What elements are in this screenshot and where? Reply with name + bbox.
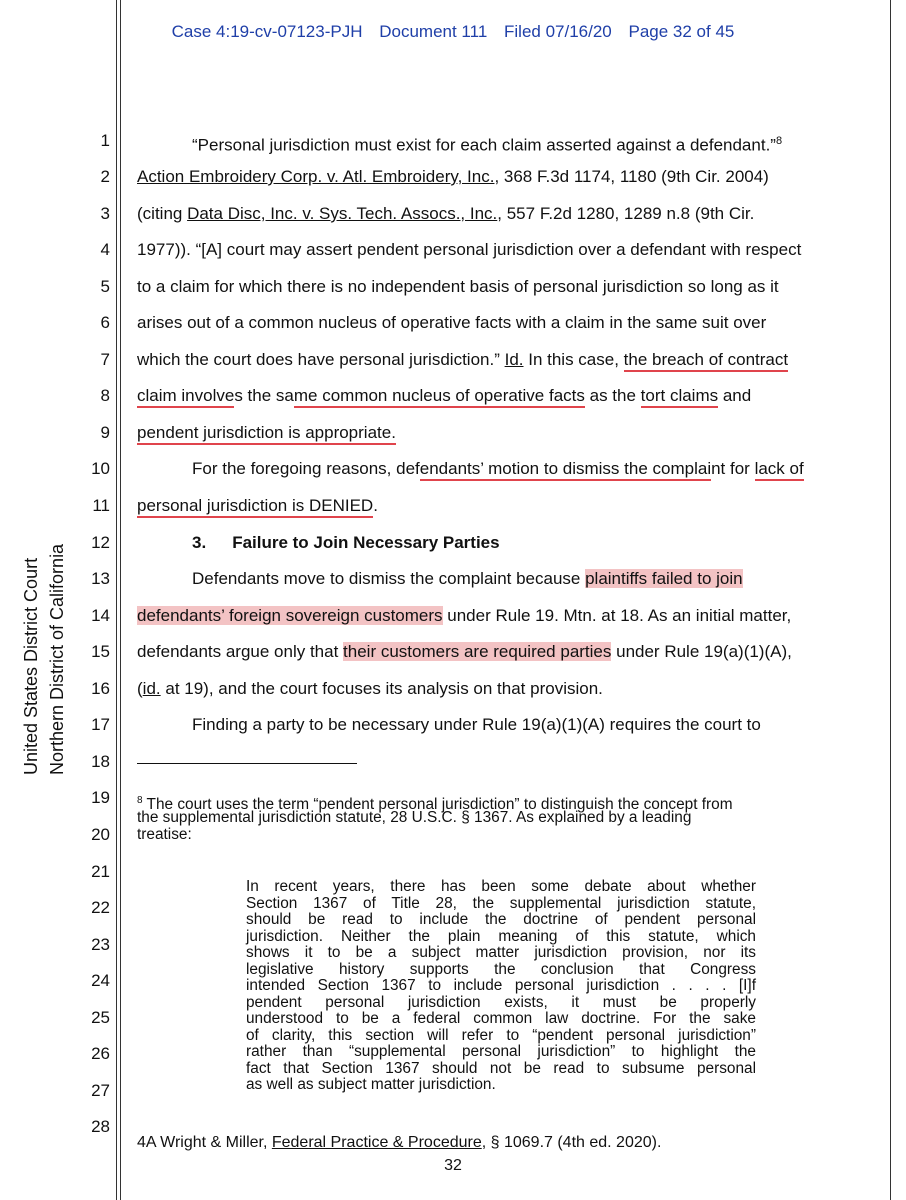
line-number: 3 [100, 204, 110, 223]
text-line-6: arises out of a common nucleus of operative facts with a claim in the same suit over [137, 313, 767, 332]
red-underline: pendent jurisdiction is appropriate [137, 423, 391, 445]
right-margin-line [890, 0, 891, 1200]
case-citation: Action Embroidery Corp. v. Atl. Embroidery, Inc. [137, 167, 495, 186]
section-title: Failure to Join Necessary Parties [232, 533, 500, 552]
footnote-ref: 8 [775, 135, 783, 147]
text-line-14: defendants’ foreign sovereign customers under Rule 19. Mtn. at 18. As an initial matter, [137, 606, 792, 625]
quote-line: Section 1367 of Title 28, the supplemental jurisdiction statute, [246, 894, 756, 912]
line-number: 21 [91, 862, 110, 881]
court-name: United States District Court [21, 557, 41, 775]
quote-line: intended Section 1367 to include personal jurisdiction . . . . [I]f [246, 977, 756, 994]
text-line-7: which the court does have personal jurisdiction.” Id. In this case, the breach of contract [137, 349, 788, 371]
line-number: 20 [91, 825, 110, 844]
quote-line: fact that Section 1367 should not be read to subsume personal [246, 1059, 756, 1077]
text-line-4: 1977)). “[A] court may assert pendent personal jurisdiction over a defendant with respect [137, 240, 802, 259]
text-line-13: Defendants move to dismiss the complaint because plaintiffs failed to join [192, 569, 743, 588]
quote-line: In recent years, there has been some debate about whether [246, 878, 756, 895]
quote-line: jurisdiction. Neither the plain meaning of this statute, which [246, 927, 756, 945]
red-underline: claim involve [137, 386, 234, 408]
red-underline: personal jurisdiction is DENIED [137, 496, 373, 518]
red-underline: tort claims [641, 386, 718, 408]
quote-line: understood to be a federal common law doctrine. For the sake [246, 1010, 756, 1027]
text-line-8: claim involves the same common nucleus of operative facts as the tort claims and [137, 385, 751, 407]
line-number: 8 [100, 386, 110, 405]
section-number: 3. [192, 533, 207, 552]
document-number: Document 111 [379, 22, 488, 41]
quote-line: legislative history supports the conclusion that Congress [246, 960, 756, 978]
footnote-line-1: $^8$ The court uses the term “pendent personal jurisdiction” to distinguish the concept from [137, 795, 733, 814]
line-number: 2 [100, 167, 110, 186]
line-number: 6 [100, 313, 110, 332]
text-line-3: (citing Data Disc, Inc. v. Sys. Tech. Assocs., Inc., 557 F.2d 1280, 1289 n.8 (9th Cir. [137, 204, 755, 223]
line-number: 16 [91, 679, 110, 698]
left-margin-line [116, 0, 117, 1200]
line-number: 14 [91, 606, 110, 625]
line-number: 10 [91, 459, 110, 478]
highlight: their customers are required parties [343, 642, 612, 661]
highlight: plaintiffs failed to join [585, 569, 743, 588]
line-number: 4 [100, 240, 110, 259]
text-line-2: Action Embroidery Corp. v. Atl. Embroidery, Inc., 368 F.3d 1174, 1180 (9th Cir. 2004) [137, 167, 769, 186]
footnote-marker: 8 [137, 795, 143, 806]
left-margin-line-inner [120, 0, 121, 1200]
line-number: 15 [91, 642, 110, 661]
text-line-17: Finding a party to be necessary under Rule 19(a)(1)(A) requires the court to [192, 715, 761, 734]
quote-line: shows it to be a subject matter jurisdiction provision, nor its [246, 944, 756, 961]
highlight: defendants’ foreign sovereign customers [137, 606, 443, 625]
court-district: Northern District of California [47, 543, 67, 775]
case-header [0, 22, 906, 42]
page-number: 32 [444, 1157, 462, 1174]
line-number: 17 [91, 715, 110, 734]
section-heading [192, 532, 500, 554]
id-citation: Id. [504, 350, 524, 369]
footnote-line-2: the supplemental jurisdiction statute, 28 U.S.C. § 1367. As explained by a leading [137, 809, 692, 826]
line-number: 18 [91, 752, 110, 771]
line-number: 24 [91, 971, 110, 990]
court-side-label [18, 545, 73, 775]
text-line-10: For the foregoing reasons, defendants’ motion to dismiss the complaint for lack of [192, 458, 804, 480]
footnote-line-3: treatise: [137, 826, 192, 843]
line-number: 19 [91, 788, 110, 807]
line-number: 25 [91, 1008, 110, 1027]
line-number: 28 [91, 1117, 110, 1136]
case-citation: Data Disc, Inc. v. Sys. Tech. Assocs., Inc. [187, 204, 498, 223]
footnote-divider [137, 763, 357, 764]
line-number: 12 [91, 533, 110, 552]
line-number: 22 [91, 898, 110, 917]
text-line-1: “Personal jurisdiction must exist for each claim asserted against a defendant.”$^8$ [192, 135, 783, 155]
text-line-5: to a claim for which there is no independent basis of personal jurisdiction so long as it [137, 277, 779, 296]
line-number: 26 [91, 1044, 110, 1063]
text-line-9: pendent jurisdiction is appropriate. [137, 422, 396, 444]
line-number: 5 [100, 277, 110, 296]
line-number: 11 [92, 496, 110, 515]
line-number: 13 [91, 569, 110, 588]
line-number: 1 [100, 131, 110, 150]
filed-date: Filed 07/16/20 [504, 22, 612, 41]
id-citation: id. [142, 679, 161, 698]
red-underline: the breach of contract [624, 350, 788, 372]
red-underline: endants’ motion to dismiss the complai [420, 459, 711, 481]
case-number: Case 4:19-cv-07123-PJH [171, 22, 363, 41]
quote-line: should be read to include the doctrine of pendent personal [246, 911, 756, 928]
red-underline: me common nucleus of operative facts [294, 386, 585, 408]
text-line-16: (id. at 19), and the court focuses its analysis on that provision. [137, 679, 603, 698]
treatise-title: Federal Practice & Procedure [271, 1134, 482, 1151]
red-underline: lack of [755, 459, 804, 481]
quote-line: pendent personal jurisdiction exists, it must be properly [246, 993, 756, 1011]
line-number: 7 [100, 350, 110, 369]
line-number: 23 [91, 935, 110, 954]
quote-line: as well as subject matter jurisdiction. [246, 1076, 496, 1093]
quote-line: rather than “supplemental personal jurisdiction” to highlight the [246, 1043, 756, 1060]
text-line-15: defendants argue only that their customers are required parties under Rule 19(a)(1)(A), [137, 642, 792, 661]
line-number: 27 [91, 1081, 110, 1100]
page-indicator: Page 32 of 45 [628, 22, 735, 41]
text-line-11: personal jurisdiction is DENIED. [137, 495, 378, 517]
line-number: 9 [100, 423, 110, 442]
quote-line: of clarity, this section will refer to “pendent personal jurisdiction” [246, 1026, 756, 1044]
treatise-citation: 4A Wright & Miller, Federal Practice & Procedure, § 1069.7 (4th ed. 2020). [137, 1134, 662, 1151]
